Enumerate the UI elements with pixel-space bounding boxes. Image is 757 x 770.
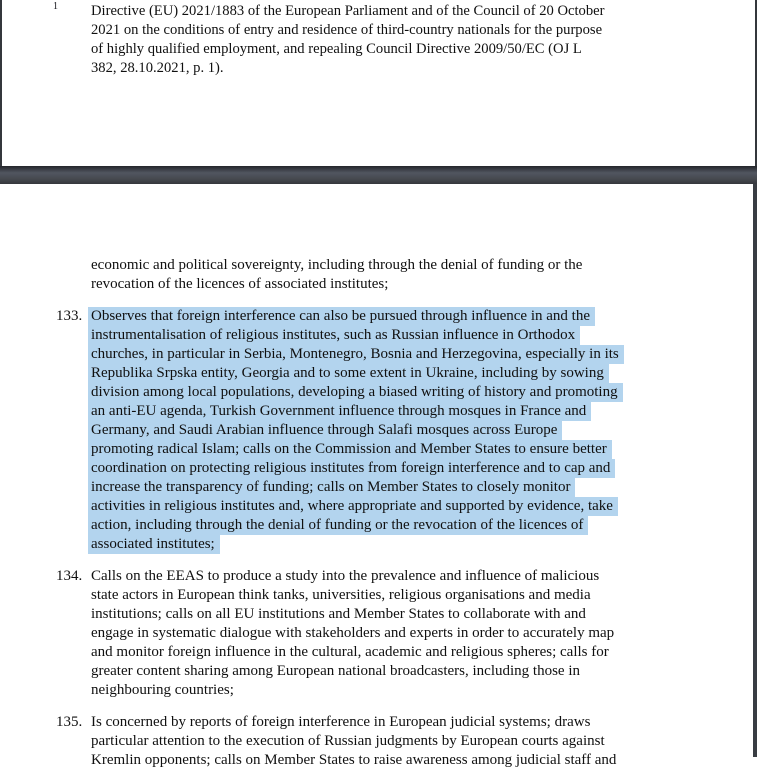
paragraph-number[interactable]: 134. [56,568,83,584]
highlighted-text-line[interactable]: associated institutes; [88,535,220,554]
highlighted-text-line[interactable]: instrumentalisation of religious institutes, such as Russian influence in Orthodox [88,326,580,345]
text-line[interactable]: neighbouring countries; [91,682,234,698]
text-line[interactable]: Is concerned by reports of foreign interference in European judicial systems; draws [91,714,591,730]
text-line[interactable]: state actors in European think tanks, universities, religious organisations and media [91,587,591,603]
text-line[interactable]: Kremlin opponents; calls on Member States to raise awareness among judicial staff and [91,752,617,768]
text-line[interactable]: revocation of the licences of associated institutes; [91,276,389,292]
numbered-paragraph [0,713,757,770]
highlighted-text-line[interactable]: churches, in particular in Serbia, Montenegro, Bosnia and Herzegovina, especially in its [88,345,624,364]
text-line[interactable]: Directive (EU) 2021/1883 of the European Parliament and of the Council of 20 October [91,3,605,19]
text-line[interactable]: Calls on the EEAS to produce a study into the prevalence and influence of malicious [91,568,600,584]
highlighted-text-line[interactable]: Republika Srpska entity, Georgia and to some extent in Ukraine, including by sowing [88,364,609,383]
highlighted-text-line[interactable]: division among local populations, developing a biased writing of history and promoting [88,383,623,402]
highlighted-text-line[interactable]: activities in religious institutes and, where appropriate and supported by evidence, take [88,497,618,516]
text-line[interactable]: greater content sharing among European national broadcasters, including those in [91,663,581,679]
highlighted-text-line[interactable]: an anti-EU agenda, Turkish Government influence through mosques in France and [88,402,591,421]
viewer-edge-left [0,0,2,166]
continuation-paragraph[interactable] [91,256,757,294]
footnote-marker[interactable]: 1 [53,1,58,12]
footnote [0,0,757,79]
paragraph-list [0,307,757,770]
page-separator [0,166,757,184]
text-line[interactable]: of highly qualified employment, and repealing Council Directive 2009/50/EC (OJ L [91,41,582,57]
text-line[interactable]: 2021 on the conditions of entry and residence of third-country nationals for the purpose [91,22,603,38]
page-content [0,184,757,770]
highlighted-text-line[interactable]: increase the transparency of funding; calls on Member States to closely monitor [88,478,575,497]
paragraph-number[interactable]: 135. [56,714,83,730]
text-line[interactable]: and monitor foreign influence in the cultural, academic and religious spheres; calls for [91,644,609,660]
viewer-edge-right-bottom [753,184,757,757]
highlighted-text-line[interactable]: coordination on protecting religious institutes from foreign interference and to cap and [88,459,615,478]
paragraph-number[interactable]: 133. [56,308,83,324]
numbered-paragraph [0,307,757,554]
highlighted-text-line[interactable]: Germany, and Saudi Arabian influence through Salafi mosques across Europe [88,421,562,440]
text-line[interactable]: particular attention to the execution of Russian judgments by European courts against [91,733,605,749]
text-line[interactable]: institutions; calls on all EU institutions and Member States to collaborate with and [91,606,586,622]
page-bottom [0,184,757,768]
text-line[interactable]: 382, 28.10.2021, p. 1). [91,60,224,76]
footnote-text[interactable] [91,3,757,79]
highlighted-text-line[interactable]: promoting radical Islam; calls on the Commission and Member States to ensure better [88,440,612,459]
numbered-paragraph [0,567,757,700]
highlighted-text-line[interactable]: action, including through the denial of funding or the revocation of the licences of [88,516,588,535]
highlighted-text-line[interactable]: Observes that foreign interference can also be pursued through influence in and the [88,307,595,326]
text-line[interactable]: economic and political sovereignty, including through the denial of funding or the [91,257,583,273]
text-line[interactable]: engage in systematic dialogue with stakeholders and experts in order to accurately map [91,625,615,641]
page-top [0,0,757,166]
